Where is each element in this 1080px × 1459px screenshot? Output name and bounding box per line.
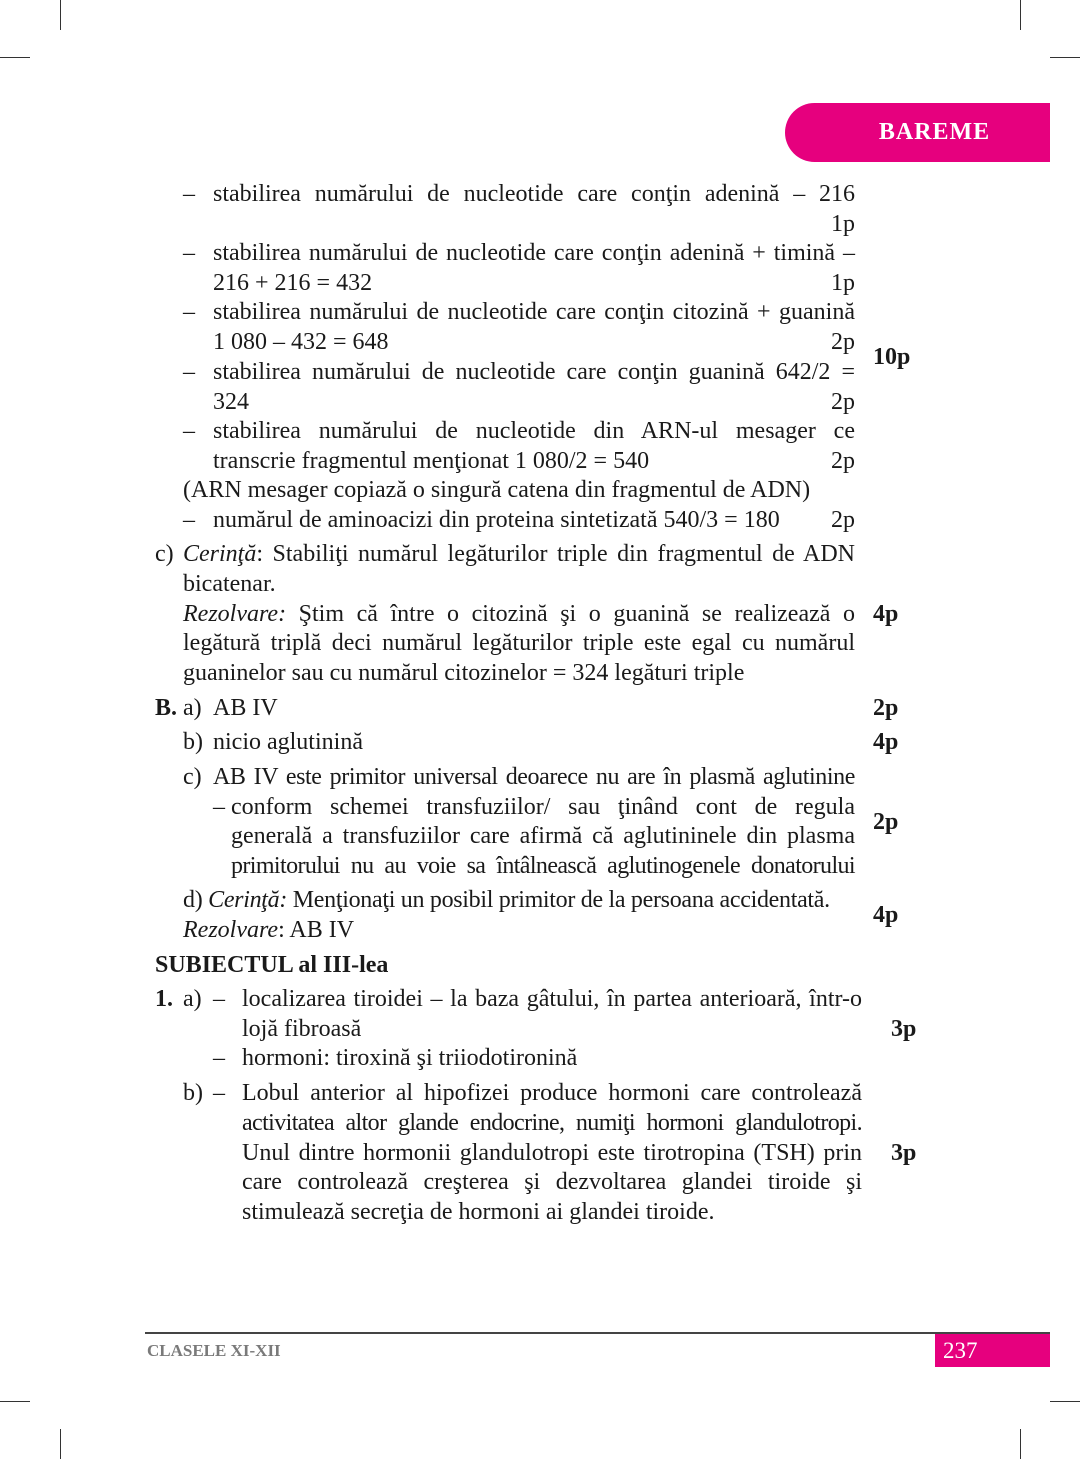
crop-mark xyxy=(0,1401,30,1402)
points: 2p xyxy=(873,695,899,721)
item-label: c) xyxy=(155,541,174,567)
item-text: generală a transfuziilor care afirmă că aglutininele din plasma xyxy=(231,823,855,849)
item-label: d) xyxy=(183,887,203,913)
resolution-label: Rezolvare: xyxy=(183,601,287,627)
points: 2p xyxy=(831,507,855,533)
item-label: b) xyxy=(183,729,203,755)
dash: – xyxy=(213,986,225,1012)
points: 4p xyxy=(873,902,899,928)
requirement-label: Cerinţă xyxy=(183,541,257,567)
resolution-text: Ştim că între o citozină şi o guanină se realizează o xyxy=(286,601,855,627)
dash: – xyxy=(183,181,195,207)
dash: – xyxy=(183,507,195,533)
points: 2p xyxy=(831,329,855,355)
crop-mark xyxy=(1020,1429,1021,1459)
requirement xyxy=(183,539,855,569)
points: 1p xyxy=(831,211,855,237)
item-text: stimulează secreţia de hormoni ai glandei tiroide. xyxy=(242,1199,715,1225)
points: 3p xyxy=(891,1016,917,1042)
item-label: b) xyxy=(183,1080,203,1106)
resolution-text: guaninelor sau cu numărul citozinelor = 324 legături triple xyxy=(183,660,745,686)
resolution-text: : AB IV xyxy=(278,917,355,943)
dash: – xyxy=(183,240,195,266)
section-label: B. xyxy=(155,695,178,721)
item-text: care controlează creşterea şi dezvoltarea glandei tiroide şi xyxy=(242,1169,862,1195)
points: 4p xyxy=(873,729,899,755)
item-text: 216 + 216 = 432 xyxy=(213,270,373,296)
crop-mark xyxy=(60,1429,61,1459)
points: 2p xyxy=(873,809,899,835)
points: 4p xyxy=(873,601,899,627)
resolution xyxy=(183,599,855,629)
item-text: activitatea altor glande endocrine, numiţi hormoni glandulotropi. xyxy=(242,1110,862,1136)
item-text: Lobul anterior al hipofizei produce hormoni care controlează xyxy=(242,1080,862,1106)
item-text: Unul dintre hormonii glandulotropi este tirotropina (TSH) prin xyxy=(242,1140,862,1166)
section-tab-bareme: BAREME xyxy=(785,103,1050,162)
requirement-text: : Stabiliţi numărul legăturilor triple din fragmentul de ADN xyxy=(256,541,855,567)
item-text: stabilirea numărului de nucleotide care conţin adenină + timină – xyxy=(213,240,855,266)
item-text: transcrie fragmentul menţionat 1 080/2 = 540 xyxy=(213,448,650,474)
dash: – xyxy=(183,359,195,385)
crop-mark xyxy=(60,0,61,30)
requirement-label: Cerinţă: xyxy=(208,887,288,913)
item-text: nicio aglutinină xyxy=(213,729,363,755)
points: 2p xyxy=(831,389,855,415)
section-title: SUBIECTUL al III-lea xyxy=(155,952,389,978)
points: 3p xyxy=(891,1140,917,1166)
requirement-text: bicatenar. xyxy=(183,571,276,597)
dash: – xyxy=(183,418,195,444)
resolution-text: legătură triplă deci numărul legăturilor triple este egal cu numărul xyxy=(183,630,855,656)
item-text: stabilirea numărului de nucleotide care conţin guanină 642/2 = 324 xyxy=(213,359,855,415)
item-text: hormoni: tiroxină şi triiodotironină xyxy=(242,1045,578,1071)
item-text: stabilirea numărului de nucleotide care conţin adenină – 216 xyxy=(213,181,855,207)
dash: – xyxy=(213,1045,225,1071)
footer-rule xyxy=(145,1332,1050,1334)
dash: – xyxy=(183,299,195,325)
footer-series: CLASELE XI-XII xyxy=(147,1341,281,1360)
item-text: AB IV este primitor universal deoarece nu are în plasmă aglutinine xyxy=(213,764,855,790)
item-label: a) xyxy=(183,986,202,1012)
dash: – xyxy=(213,794,225,820)
crop-mark xyxy=(0,57,30,58)
item-text: 1 080 – 432 = 648 xyxy=(213,329,389,355)
crop-mark xyxy=(1020,0,1021,30)
item-text: primitorului nu au voie sa întâlnească aglutinogenele donatorului xyxy=(231,853,855,879)
points: 1p xyxy=(831,270,855,296)
requirement-text: Menţionaţi un posibil primitor de la persoana accidentată. xyxy=(287,887,830,913)
resolution-label: Rezolvare xyxy=(183,917,279,943)
crop-mark xyxy=(1050,57,1080,58)
item-text: stabilirea numărului de nucleotide din ARN-ul mesager ce xyxy=(213,418,855,444)
points: 2p xyxy=(831,448,855,474)
item-label: c) xyxy=(183,764,202,790)
item-number: 1. xyxy=(155,986,173,1012)
item-text: localizarea tiroidei – la baza gâtului, în partea anterioară, într-o xyxy=(242,986,862,1012)
page-number: 237 xyxy=(935,1334,1050,1367)
crop-mark xyxy=(1050,1401,1080,1402)
item-text: AB IV xyxy=(213,695,278,721)
item-text: lojă fibroasă xyxy=(242,1016,362,1042)
item-text: numărul de aminoacizi din proteina sintetizată 540/3 = 180 xyxy=(213,507,780,533)
item-text: stabilirea numărului de nucleotide care conţin citozină + guanină xyxy=(213,299,855,325)
resolution xyxy=(183,915,354,945)
item-text: conform schemei transfuziilor/ sau ţinând cont de regula xyxy=(231,794,855,820)
note: (ARN mesager copiază o singură catena din fragmentul de ADN) xyxy=(183,477,811,503)
item-label: a) xyxy=(183,695,202,721)
dash: – xyxy=(213,1080,225,1106)
total-points: 10p xyxy=(873,344,911,370)
requirement xyxy=(183,885,830,915)
